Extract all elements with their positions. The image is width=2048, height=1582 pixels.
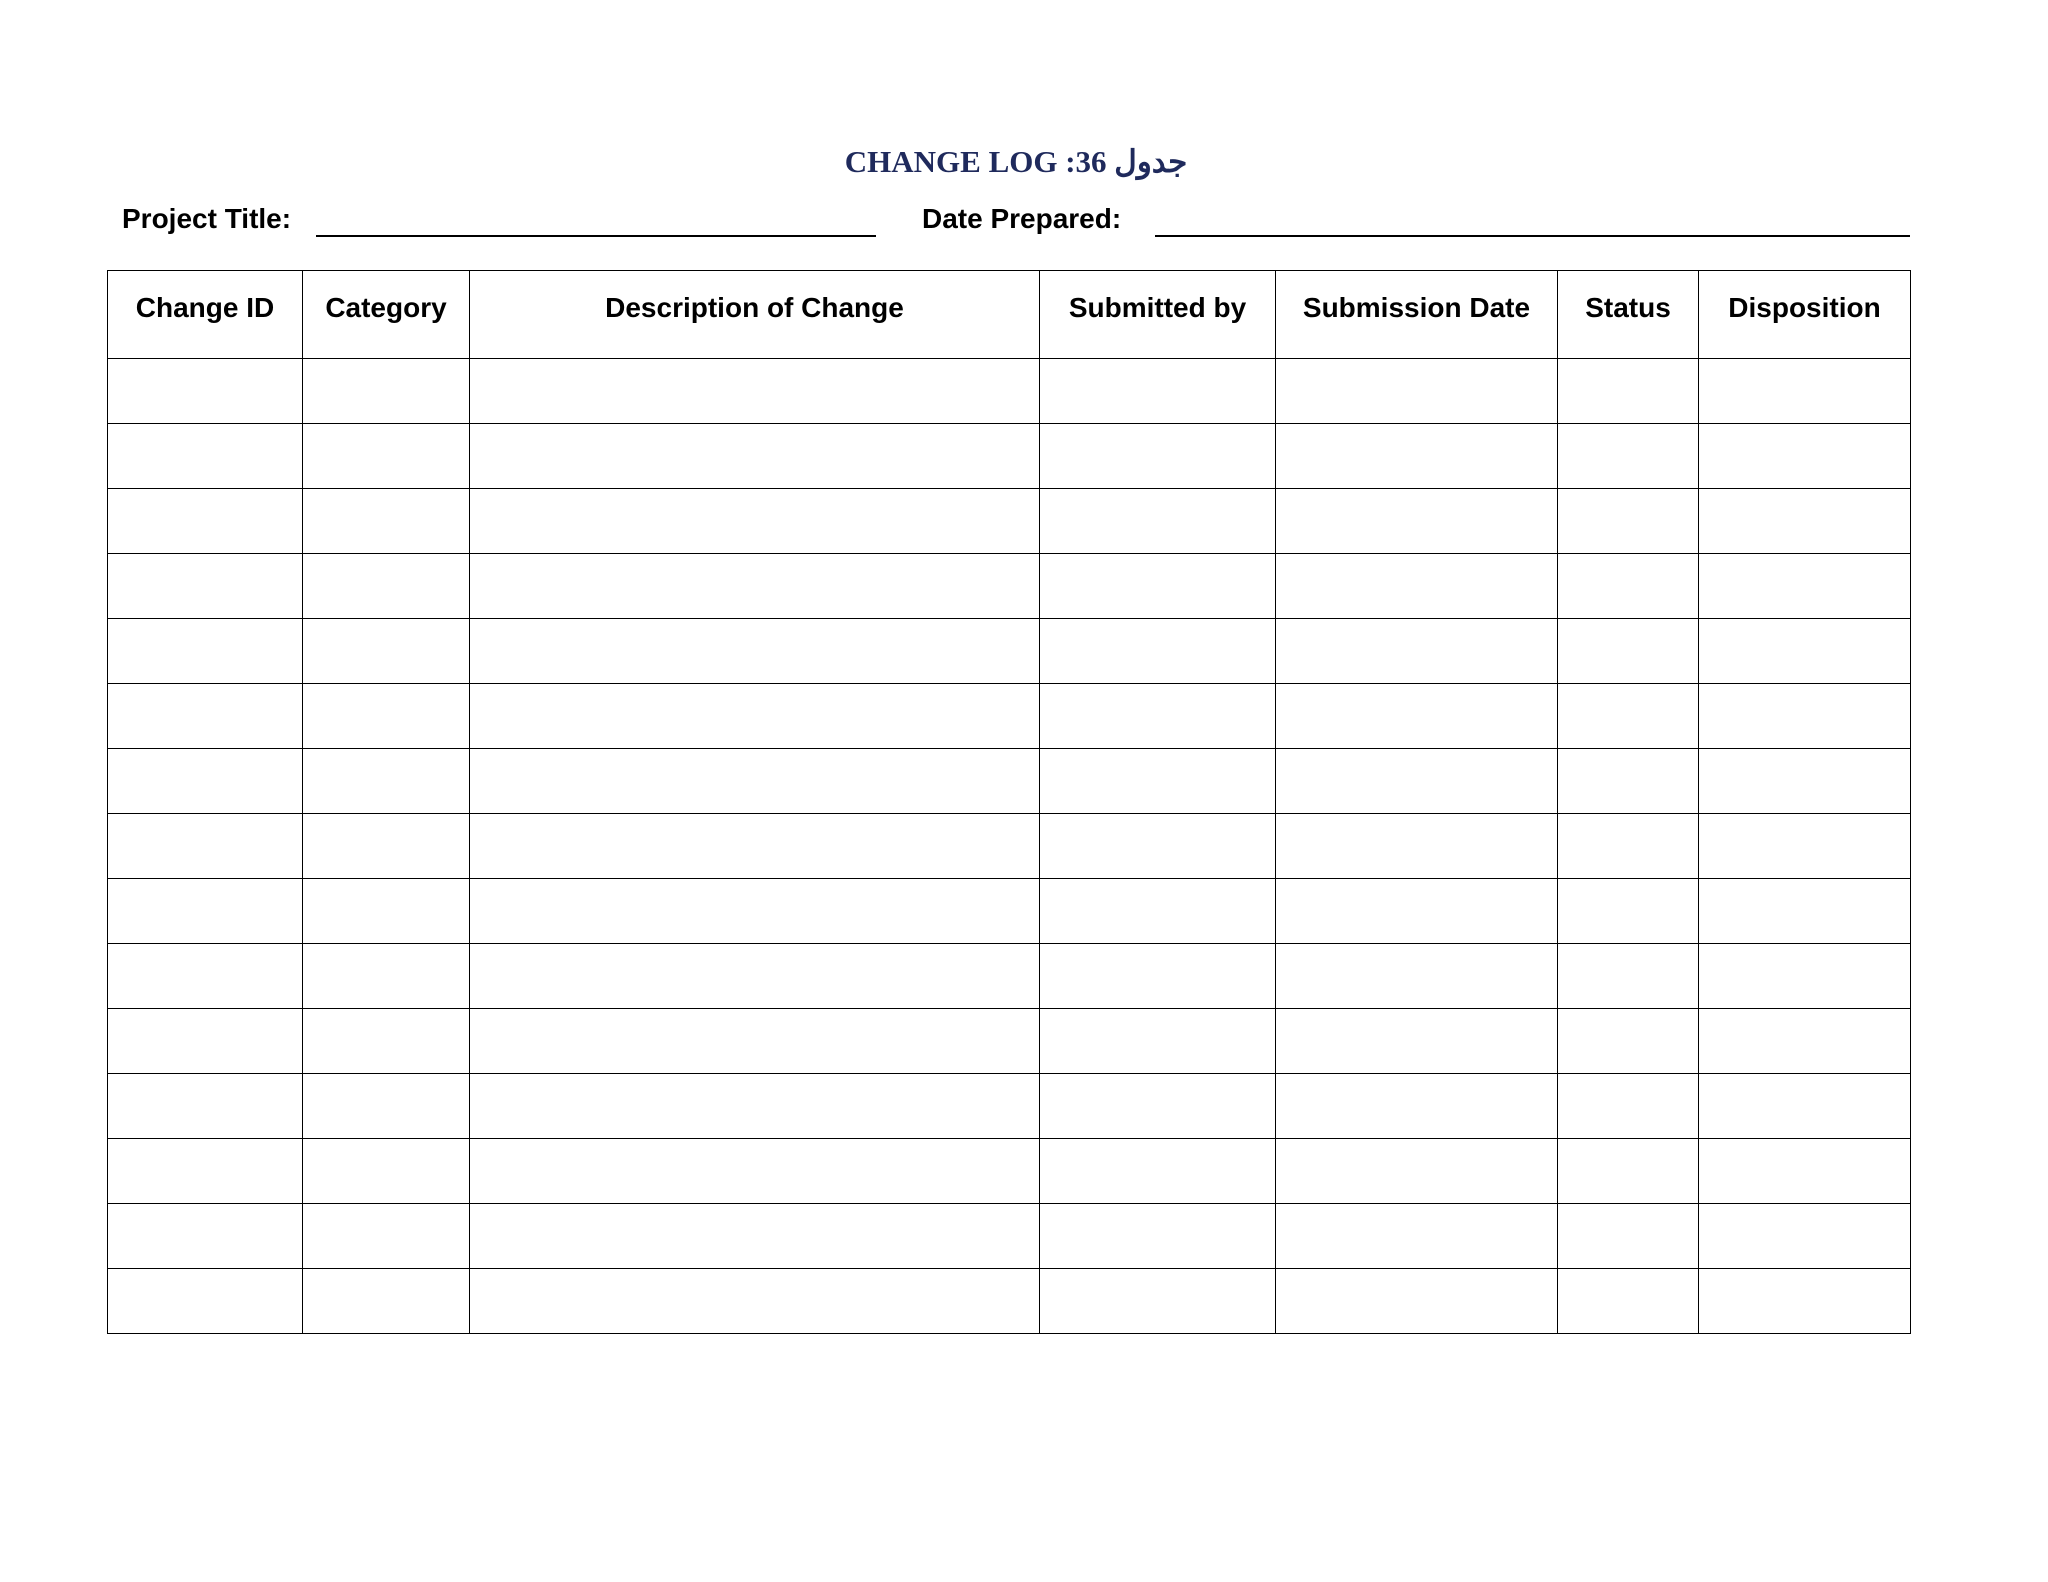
cell-category[interactable]	[303, 749, 470, 814]
cell-status[interactable]	[1558, 489, 1699, 554]
cell-change-id[interactable]	[108, 1009, 303, 1074]
cell-status[interactable]	[1558, 554, 1699, 619]
cell-disposition[interactable]	[1699, 814, 1911, 879]
cell-description[interactable]	[470, 1269, 1040, 1334]
cell-category[interactable]	[303, 489, 470, 554]
cell-disposition[interactable]	[1699, 944, 1911, 1009]
cell-description[interactable]	[470, 1009, 1040, 1074]
cell-submitted-by[interactable]	[1040, 1074, 1276, 1139]
cell-disposition[interactable]	[1699, 879, 1911, 944]
table-body	[108, 359, 1911, 1334]
table-row	[108, 684, 1911, 749]
cell-description[interactable]	[470, 359, 1040, 424]
cell-category[interactable]	[303, 944, 470, 1009]
cell-submitted-by[interactable]	[1040, 619, 1276, 684]
cell-submitted-by[interactable]	[1040, 359, 1276, 424]
cell-status[interactable]	[1558, 424, 1699, 489]
cell-disposition[interactable]	[1699, 1009, 1911, 1074]
cell-change-id[interactable]	[108, 1269, 303, 1334]
cell-category[interactable]	[303, 879, 470, 944]
cell-disposition[interactable]	[1699, 554, 1911, 619]
cell-submission-date[interactable]	[1276, 1204, 1558, 1269]
cell-description[interactable]	[470, 684, 1040, 749]
table-row	[108, 879, 1911, 944]
table-row	[108, 1204, 1911, 1269]
cell-description[interactable]	[470, 619, 1040, 684]
cell-description[interactable]	[470, 1204, 1040, 1269]
cell-status[interactable]	[1558, 684, 1699, 749]
cell-category[interactable]	[303, 814, 470, 879]
cell-submission-date[interactable]	[1276, 554, 1558, 619]
cell-category[interactable]	[303, 619, 470, 684]
cell-description[interactable]	[470, 879, 1040, 944]
cell-category[interactable]	[303, 554, 470, 619]
change-log-table	[107, 270, 1911, 1334]
cell-disposition[interactable]	[1699, 1269, 1911, 1334]
header-fields	[0, 196, 2048, 246]
page-title: CHANGE LOG :36 جدول	[844, 144, 1188, 179]
cell-description[interactable]	[470, 554, 1040, 619]
cell-disposition[interactable]	[1699, 619, 1911, 684]
project-title-field[interactable]	[316, 235, 876, 237]
cell-submission-date[interactable]	[1276, 1269, 1558, 1334]
cell-change-id[interactable]	[108, 1204, 303, 1269]
cell-status[interactable]	[1558, 1269, 1699, 1334]
table-header-row	[108, 271, 1911, 359]
cell-change-id[interactable]	[108, 424, 303, 489]
cell-submission-date[interactable]	[1276, 424, 1558, 489]
cell-description[interactable]	[470, 944, 1040, 1009]
cell-category[interactable]	[303, 424, 470, 489]
cell-status[interactable]	[1558, 879, 1699, 944]
table-row	[108, 359, 1911, 424]
cell-disposition[interactable]	[1699, 1204, 1911, 1269]
cell-status[interactable]	[1558, 619, 1699, 684]
column-header-change-id: Change ID	[108, 271, 303, 359]
cell-category[interactable]	[303, 1269, 470, 1334]
cell-category[interactable]	[303, 1009, 470, 1074]
column-header-status: Status	[1558, 271, 1699, 359]
cell-change-id[interactable]	[108, 554, 303, 619]
table-row	[108, 619, 1911, 684]
table-row	[108, 1269, 1911, 1334]
table-row	[108, 1074, 1911, 1139]
cell-change-id[interactable]	[108, 749, 303, 814]
cell-submission-date[interactable]	[1276, 489, 1558, 554]
cell-category[interactable]	[303, 684, 470, 749]
cell-status[interactable]	[1558, 1074, 1699, 1139]
cell-status[interactable]	[1558, 1139, 1699, 1204]
cell-description[interactable]	[470, 1074, 1040, 1139]
cell-submitted-by[interactable]	[1040, 554, 1276, 619]
cell-submission-date[interactable]	[1276, 359, 1558, 424]
cell-disposition[interactable]	[1699, 359, 1911, 424]
cell-change-id[interactable]	[108, 1074, 303, 1139]
cell-submission-date[interactable]	[1276, 619, 1558, 684]
cell-change-id[interactable]	[108, 619, 303, 684]
cell-submitted-by[interactable]	[1040, 944, 1276, 1009]
cell-submitted-by[interactable]	[1040, 1139, 1276, 1204]
column-header-submission-date: Submission Date	[1276, 271, 1558, 359]
cell-submitted-by[interactable]	[1040, 1204, 1276, 1269]
cell-disposition[interactable]	[1699, 1074, 1911, 1139]
column-header-description: Description of Change	[470, 271, 1040, 359]
cell-submitted-by[interactable]	[1040, 489, 1276, 554]
cell-submission-date[interactable]	[1276, 1139, 1558, 1204]
cell-submitted-by[interactable]	[1040, 749, 1276, 814]
cell-submitted-by[interactable]	[1040, 814, 1276, 879]
cell-submitted-by[interactable]	[1040, 424, 1276, 489]
table-row	[108, 554, 1911, 619]
cell-description[interactable]	[470, 749, 1040, 814]
cell-submission-date[interactable]	[1276, 1009, 1558, 1074]
cell-submitted-by[interactable]	[1040, 1269, 1276, 1334]
table-row	[108, 814, 1911, 879]
cell-submitted-by[interactable]	[1040, 684, 1276, 749]
cell-disposition[interactable]	[1699, 684, 1911, 749]
cell-change-id[interactable]	[108, 489, 303, 554]
column-header-submitted-by: Submitted by	[1040, 271, 1276, 359]
cell-submitted-by[interactable]	[1040, 1009, 1276, 1074]
cell-change-id[interactable]	[108, 1139, 303, 1204]
project-title-label: Project Title:	[122, 203, 292, 234]
table-row	[108, 944, 1911, 1009]
cell-submission-date[interactable]	[1276, 749, 1558, 814]
cell-status[interactable]	[1558, 1204, 1699, 1269]
table-row	[108, 1009, 1911, 1074]
cell-status[interactable]	[1558, 1009, 1699, 1074]
table-row	[108, 749, 1911, 814]
cell-status[interactable]	[1558, 814, 1699, 879]
cell-change-id[interactable]	[108, 359, 303, 424]
cell-status[interactable]	[1558, 749, 1699, 814]
table-row	[108, 489, 1911, 554]
cell-description[interactable]	[470, 489, 1040, 554]
cell-submission-date[interactable]	[1276, 814, 1558, 879]
cell-status[interactable]	[1558, 359, 1699, 424]
cell-disposition[interactable]	[1699, 749, 1911, 814]
cell-change-id[interactable]	[108, 684, 303, 749]
cell-disposition[interactable]	[1699, 1139, 1911, 1204]
table-row	[108, 424, 1911, 489]
cell-change-id[interactable]	[108, 944, 303, 1009]
cell-description[interactable]	[470, 814, 1040, 879]
cell-disposition[interactable]	[1699, 424, 1911, 489]
date-prepared-label: Date Prepared:	[922, 203, 1122, 234]
column-header-category: Category	[303, 271, 470, 359]
cell-description[interactable]	[470, 1139, 1040, 1204]
cell-submitted-by[interactable]	[1040, 879, 1276, 944]
cell-change-id[interactable]	[108, 814, 303, 879]
cell-submission-date[interactable]	[1276, 684, 1558, 749]
cell-category[interactable]	[303, 359, 470, 424]
column-header-disposition: Disposition	[1699, 271, 1911, 359]
cell-category[interactable]	[303, 1139, 470, 1204]
cell-submission-date[interactable]	[1276, 1074, 1558, 1139]
cell-submission-date[interactable]	[1276, 944, 1558, 1009]
cell-description[interactable]	[470, 424, 1040, 489]
date-prepared-field[interactable]	[1155, 235, 1910, 237]
cell-change-id[interactable]	[108, 879, 303, 944]
cell-category[interactable]	[303, 1074, 470, 1139]
table-row	[108, 1139, 1911, 1204]
cell-submission-date[interactable]	[1276, 879, 1558, 944]
cell-category[interactable]	[303, 1204, 470, 1269]
cell-status[interactable]	[1558, 944, 1699, 1009]
cell-disposition[interactable]	[1699, 489, 1911, 554]
